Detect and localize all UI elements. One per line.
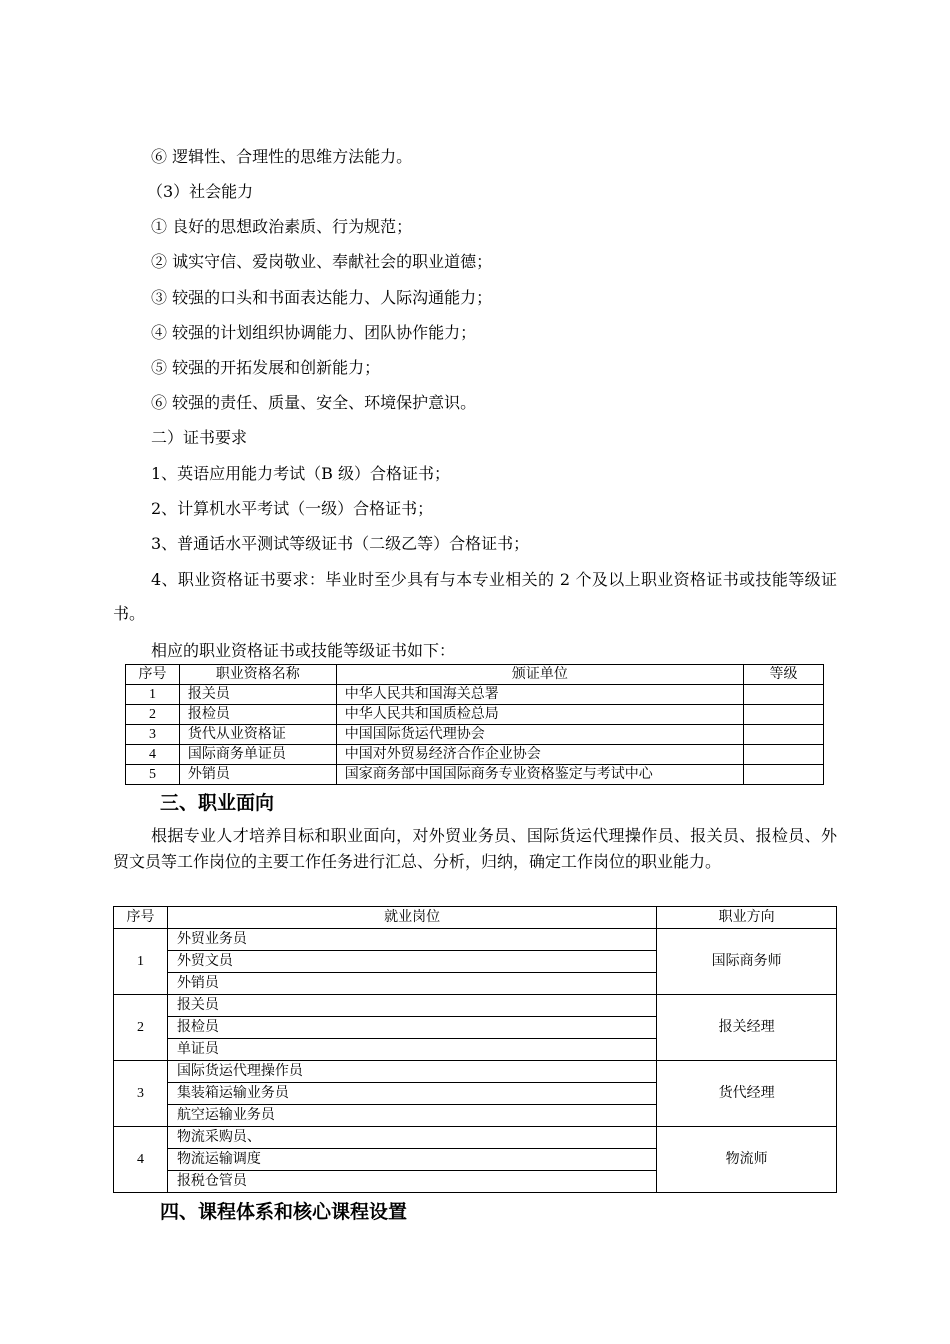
social-ability-item-5: ⑤ 较强的开拓发展和创新能力； xyxy=(151,358,381,377)
cell-post: 外销员 xyxy=(167,973,656,995)
cell-no: 4 xyxy=(126,745,180,765)
social-ability-item-6: ⑥ 较强的责任、质量、安全、环境保护意识。 xyxy=(151,393,477,412)
table-header-row xyxy=(114,907,837,929)
cell-no: 5 xyxy=(126,765,180,785)
career-table xyxy=(113,906,837,1193)
table-row xyxy=(114,929,837,951)
section-heading-curriculum: 四、课程体系和核心课程设置 xyxy=(160,1201,408,1223)
cell-direction: 物流师 xyxy=(657,1127,837,1193)
cell-post: 国际货运代理操作员 xyxy=(167,1061,656,1083)
cell-post: 航空运输业务员 xyxy=(167,1105,656,1127)
cell-level xyxy=(744,765,824,785)
cell-name: 外销员 xyxy=(179,765,336,785)
subsection-social-ability: （3）社会能力 xyxy=(147,182,254,201)
cell-post: 物流运输调度 xyxy=(167,1149,656,1171)
certificate-item-2: 2、计算机水平考试（一级）合格证书； xyxy=(151,499,434,518)
cell-no: 1 xyxy=(126,685,180,705)
cell-post: 集装箱运输业务员 xyxy=(167,1083,656,1105)
cell-post: 单证员 xyxy=(167,1039,656,1061)
cell-no: 3 xyxy=(114,1061,168,1127)
social-ability-item-1: ① 良好的思想政治素质、行为规范； xyxy=(151,217,413,236)
certificate-list-intro: 相应的职业资格证书或技能等级证书如下： xyxy=(151,641,456,660)
social-ability-item-2: ② 诚实守信、爱岗敬业、奉献社会的职业道德； xyxy=(151,252,493,271)
certificate-item-1: 1、英语应用能力考试（B 级）合格证书； xyxy=(151,464,451,483)
cell-level xyxy=(744,745,824,765)
column-header-post: 就业岗位 xyxy=(167,907,656,929)
table-row xyxy=(126,745,824,765)
cell-no: 2 xyxy=(126,705,180,725)
certificate-item-4: 4、职业资格证书要求：毕业时至少具有与本专业相关的 2 个及以上职业资格证书或技能等级证书。 xyxy=(113,570,837,623)
table-header-row xyxy=(126,665,824,685)
cell-name: 货代从业资格证 xyxy=(179,725,336,745)
cell-no: 3 xyxy=(126,725,180,745)
table-row xyxy=(126,765,824,785)
table-row xyxy=(126,685,824,705)
cell-no: 1 xyxy=(114,929,168,995)
social-ability-item-4: ④ 较强的计划组织协调能力、团队协作能力； xyxy=(151,323,477,342)
cell-post: 外贸文员 xyxy=(167,951,656,973)
table-row xyxy=(114,1127,837,1149)
cell-level xyxy=(744,685,824,705)
cell-name: 报检员 xyxy=(179,705,336,725)
cell-post: 报检员 xyxy=(167,1017,656,1039)
table-row xyxy=(126,725,824,745)
cell-issuer: 中华人民共和国海关总署 xyxy=(336,685,743,705)
cell-direction: 国际商务师 xyxy=(657,929,837,995)
table-row xyxy=(126,705,824,725)
cell-no: 2 xyxy=(114,995,168,1061)
career-paragraph: 根据专业人才培养目标和职业面向，对外贸业务员、国际货运代理操作员、报关员、报检员、外贸文员等工作岗位的主要工作任务进行汇总、分析，归纳，确定工作岗位的职业能力。 xyxy=(113,826,837,871)
section-heading-career: 三、职业面向 xyxy=(160,792,275,814)
ability-item-6: ⑥ 逻辑性、合理性的思维方法能力。 xyxy=(151,147,413,166)
cell-issuer: 中华人民共和国质检总局 xyxy=(336,705,743,725)
cell-name: 国际商务单证员 xyxy=(179,745,336,765)
table-row xyxy=(114,1061,837,1083)
cell-level xyxy=(744,705,824,725)
column-header-no: 序号 xyxy=(114,907,168,929)
cell-level xyxy=(744,725,824,745)
cell-issuer: 中国对外贸易经济合作企业协会 xyxy=(336,745,743,765)
cell-no: 4 xyxy=(114,1127,168,1193)
cell-direction: 货代经理 xyxy=(657,1061,837,1127)
column-header-direction: 职业方向 xyxy=(657,907,837,929)
column-header-issuer: 颁证单位 xyxy=(336,665,743,685)
social-ability-item-3: ③ 较强的口头和书面表达能力、人际沟通能力； xyxy=(151,288,493,307)
column-header-name: 职业资格名称 xyxy=(179,665,336,685)
certificate-table xyxy=(125,664,824,785)
certificate-item-3: 3、普通话水平测试等级证书（二级乙等）合格证书； xyxy=(151,534,530,553)
cell-post: 外贸业务员 xyxy=(167,929,656,951)
column-header-no: 序号 xyxy=(126,665,180,685)
cell-direction: 报关经理 xyxy=(657,995,837,1061)
cell-post: 报税仓管员 xyxy=(167,1171,656,1193)
cell-name: 报关员 xyxy=(179,685,336,705)
cell-issuer: 中国国际货运代理协会 xyxy=(336,725,743,745)
certificate-heading: 二）证书要求 xyxy=(151,428,248,447)
cell-issuer: 国家商务部中国国际商务专业资格鉴定与考试中心 xyxy=(336,765,743,785)
cell-post: 物流采购员、 xyxy=(167,1127,656,1149)
column-header-level: 等级 xyxy=(744,665,824,685)
cell-post: 报关员 xyxy=(167,995,656,1017)
table-row xyxy=(114,995,837,1017)
